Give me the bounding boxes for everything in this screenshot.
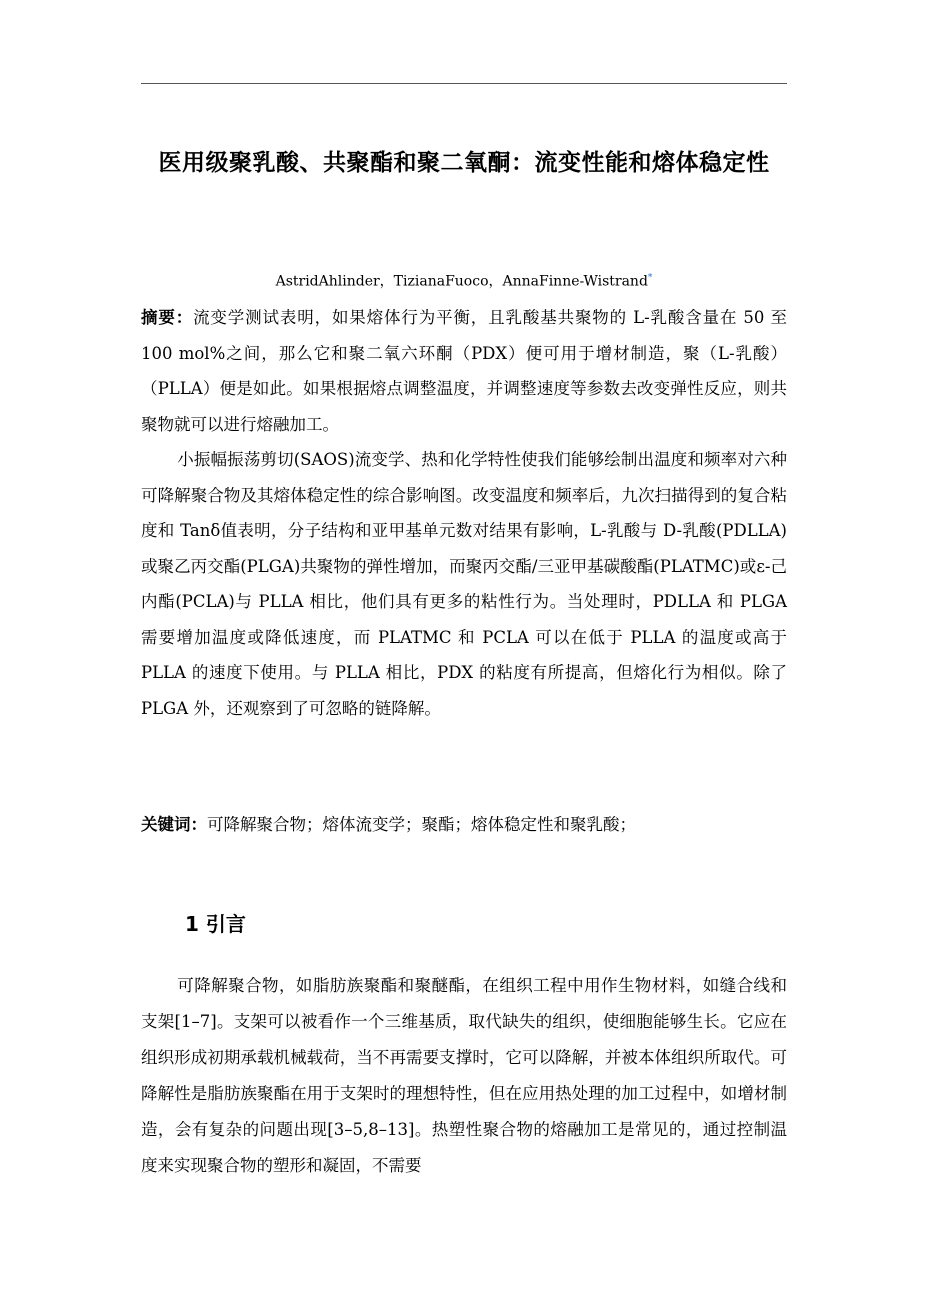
abstract-paragraph-2: 小振幅振荡剪切(SAOS)流变学、热和化学特性使我们能够绘制出温度和频率对六种可降解聚合物及其熔体稳定性的综合影响图。改变温度和频率后，九次扫描得到的复合粘度和 Tanδ值表明，分子结构和亚甲基单元数对结果有影响，L-乳酸与 D-乳酸(PDLLA)或聚乙丙交酯(PLGA)共聚物的弹性增加，而聚丙交酯/三亚甲基碳酸酯(PLATMC)或ε-己内酯(PCLA)与 PLLA 相比，他们具有更多的粘性行为。当处理时，PDLLA 和 PLGA 需要增加温度或降低速度，而 PLATMC 和 PCLA 可以在低于 PLLA 的温度或高于 PLLA 的速度下使用。与 PLLA 相比，PDX 的粘度有所提高，但熔化行为相似。除了 PLGA 外，还观察到了可忽略的链降解。 xyxy=(141,450,787,718)
keywords-text: 可降解聚合物；熔体流变学；聚酯；熔体稳定性和聚乳酸； xyxy=(207,815,636,834)
section-heading-introduction: 1 引言 xyxy=(185,912,246,936)
paper-title: 医用级聚乳酸、共聚酯和聚二氧酮：流变性能和熔体稳定性 xyxy=(158,150,770,176)
header-rule xyxy=(141,83,787,84)
author-line xyxy=(141,268,787,292)
keywords-label: 关键词： xyxy=(141,815,207,834)
introduction-body xyxy=(141,968,787,1184)
intro-paragraph-1: 可降解聚合物，如脂肪族聚酯和聚醚酯，在组织工程中用作生物材料，如缝合线和支架[1–7]。支架可以被看作一个三维基质，取代缺失的组织，使细胞能够生长。它应在组织形成初期承载机械载荷，当不再需要支撑时，它可以降解，并被本体组织所取代。可降解性是脂肪族聚酯在用于支架时的理想特性，但在应用热处理的加工过程中，如增材制造，会有复杂的问题出现[3–5,8–13]。热塑性聚合物的熔融加工是常见的，通过控制温度来实现聚合物的塑形和凝固，不需要 xyxy=(141,976,787,1175)
abstract-paragraph-1 xyxy=(141,300,787,442)
abstract-text-1: 流变学测试表明，如果熔体行为平衡，且乳酸基共聚物的 L-乳酸含量在 50 至 100 mol%之间，那么它和聚二氧六环酮（PDX）便可用于增材制造，聚（L-乳酸）（PLLA）便是如此。如果根据熔点调整温度，并调整速度等参数去改变弹性反应，则共聚物就可以进行熔融加工。 xyxy=(141,308,788,434)
keywords-section xyxy=(141,810,787,840)
abstract-section xyxy=(141,300,787,726)
author-names: AstridAhlinder，TizianaFuoco，AnnaFinne-Wistrand xyxy=(275,273,648,290)
corresponding-author-mark: * xyxy=(647,273,653,283)
abstract-label: 摘要： xyxy=(141,308,194,327)
